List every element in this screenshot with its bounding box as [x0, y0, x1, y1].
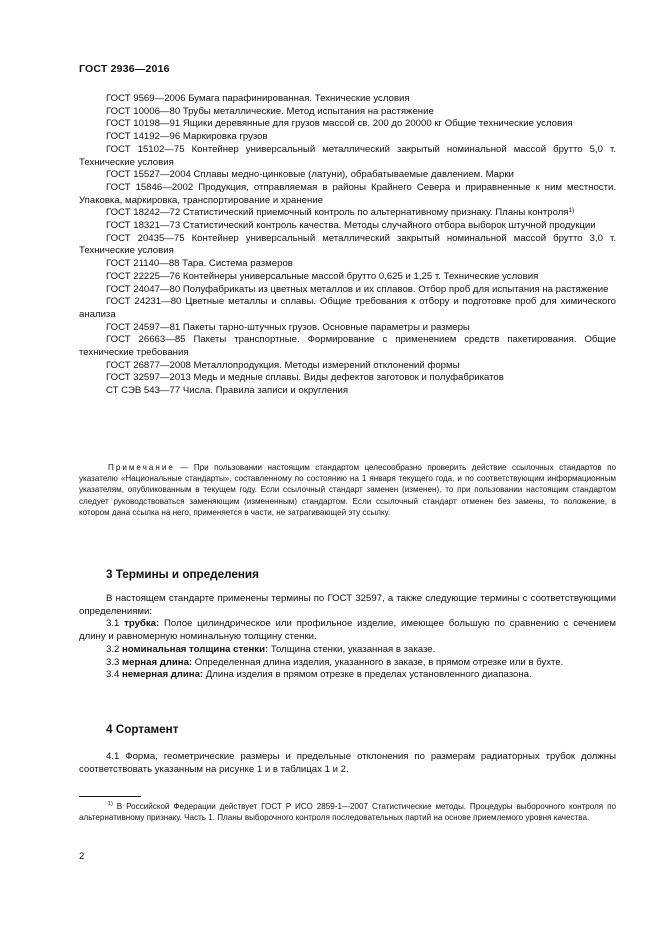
- reference-item: ГОСТ 18321—73 Статистический контроль качества. Методы случайного отбора выборок штучной продукции: [106, 220, 596, 232]
- term-definition: 3.2 номинальная толщина стенки: Толщина стенки, указанная в заказе.: [106, 643, 436, 655]
- footnote-marker: 1): [568, 207, 575, 215]
- reference-item: ГОСТ 22225—76 Контейнеры универсальные массой брутто 0,625 и 1,25 т. Технические условия: [106, 270, 539, 282]
- reference-item: ГОСТ 20435—75 Контейнер универсальный металлический закрытый номинальной массой брутто 3,0 т. Технические условия: [79, 232, 616, 257]
- section-3-body: [79, 593, 616, 682]
- document-header: ГОСТ 2936—2016: [79, 63, 170, 75]
- reference-item: ГОСТ 10006—80 Трубы металлические. Метод испытания на растяжение: [106, 105, 434, 117]
- reference-item: ГОСТ 24047—80 Полуфабрикаты из цветных металлов и их сплавов. Отбор проб для испытания на растяжение: [106, 283, 609, 295]
- footnote: [79, 801, 616, 824]
- reference-item: ГОСТ 26663—85 Пакеты транспортные. Формирование с применением средств пакетирования. Общие технические требования: [79, 334, 616, 359]
- term-definition: 3.3 мерная длина: Определенная длина изделия, указанного в заказе, в прямом отрезке или в бухте.: [106, 656, 564, 668]
- term-definition: 3.1 трубка: Полое цилиндрическое или профильное изделие, имеющее большую по сравнению с сечением длину и равномерную номинальную толщину стенки.: [79, 618, 616, 643]
- term-definition: 3.4 немерная длина: Длина изделия в прямом отрезке в пределах установленного диапазона.: [106, 669, 532, 681]
- section-3-intro: В настоящем стандарте применены термины по ГОСТ 32597, а также следующие термины с соответствующими определениями:: [79, 593, 616, 617]
- reference-item: СТ СЭВ 543—77 Числа. Правила записи и округления: [106, 385, 349, 397]
- section-4-heading: 4 Сортамент: [106, 723, 179, 736]
- reference-item: ГОСТ 15846—2002 Продукция, отправляемая в районы Крайнего Севера и приравненные к ним местности. Упаковка, маркировка, транспортирование и хранение: [79, 181, 616, 206]
- section-4-body: [79, 751, 616, 776]
- reference-item: ГОСТ 15527—2004 Сплавы медно-цинковые (латуни), обрабатываемые давлением. Марки: [106, 169, 514, 181]
- reference-item: ГОСТ 18242—72 Статистический приемочный контроль по альтернативному признаку. Планы контроля$^{1)}$: [106, 207, 575, 219]
- reference-item: ГОСТ 24597—81 Пакеты тарно-штучных грузов. Основные параметры и размеры: [106, 321, 470, 333]
- note-label: Примечание: [108, 463, 175, 472]
- reference-item: ГОСТ 9569—2006 Бумага парафинированная. Технические условия: [106, 93, 410, 104]
- normative-references-list: [79, 93, 616, 398]
- footnote-mark: 1): [108, 801, 113, 807]
- section-4-paragraph: 4.1 Форма, геометрические размеры и предельные отклонения по размерам радиаторных трубок должны соответствовать указанным на рисунке 1 и в таблицах 1 и 2.: [79, 751, 616, 775]
- reference-item: ГОСТ 10198—91 Ящики деревянные для грузов массой св. 200 до 20000 кг Общие технические условия: [106, 118, 573, 130]
- reference-item: ГОСТ 26877—2008 Металлопродукция. Методы измерений отклонений формы: [106, 359, 460, 371]
- reference-item: ГОСТ 15102—75 Контейнер универсальный металлический закрытый номинальной массой брутто 5,0 т. Технические условия: [79, 143, 616, 168]
- reference-item: ГОСТ 21140—88 Тара. Система размеров: [106, 258, 293, 270]
- reference-item: ГОСТ 14192—96 Маркировка грузов: [106, 131, 268, 143]
- footnote-divider: [79, 796, 141, 797]
- note-text: — При пользовании настоящим стандартом целесообразно проверить действие ссылочных стандартов по указателю «Национальные стандарты», составленному по состоянию на 1 января текущего года, и по соответствующим информационным указателям, опубликованным в текущем году. Если ссылочный стандарт заменен (изменен), то при пользовании настоящим стандартом следует руководствоваться заменяющим (измененным) стандартом. Если ссылочный стандарт отменен без замены, то положение, в котором дана ссылка на него, применяется в части, не затрагивающей эту ссылку.: [79, 463, 616, 517]
- page-number: 2: [79, 851, 85, 862]
- references-note: [79, 462, 616, 518]
- reference-item: ГОСТ 24231—80 Цветные металлы и сплавы. Общие требования к отбору и подготовке проб для химического анализа: [79, 296, 616, 320]
- reference-item: ГОСТ 32597—2013 Медь и медные сплавы. Виды дефектов заготовок и полуфабрикатов: [106, 372, 504, 384]
- section-3-heading: 3 Термины и определения: [106, 568, 259, 581]
- footnote-text: В Российской Федерации действует ГОСТ Р ИСО 2859-1—2007 Статистические методы. Процедуры выборочного контроля по альтернативному признаку. Часть 1. Планы выборочного контроля последовательных партий на основе приемлемого уровня качества.: [79, 802, 616, 823]
